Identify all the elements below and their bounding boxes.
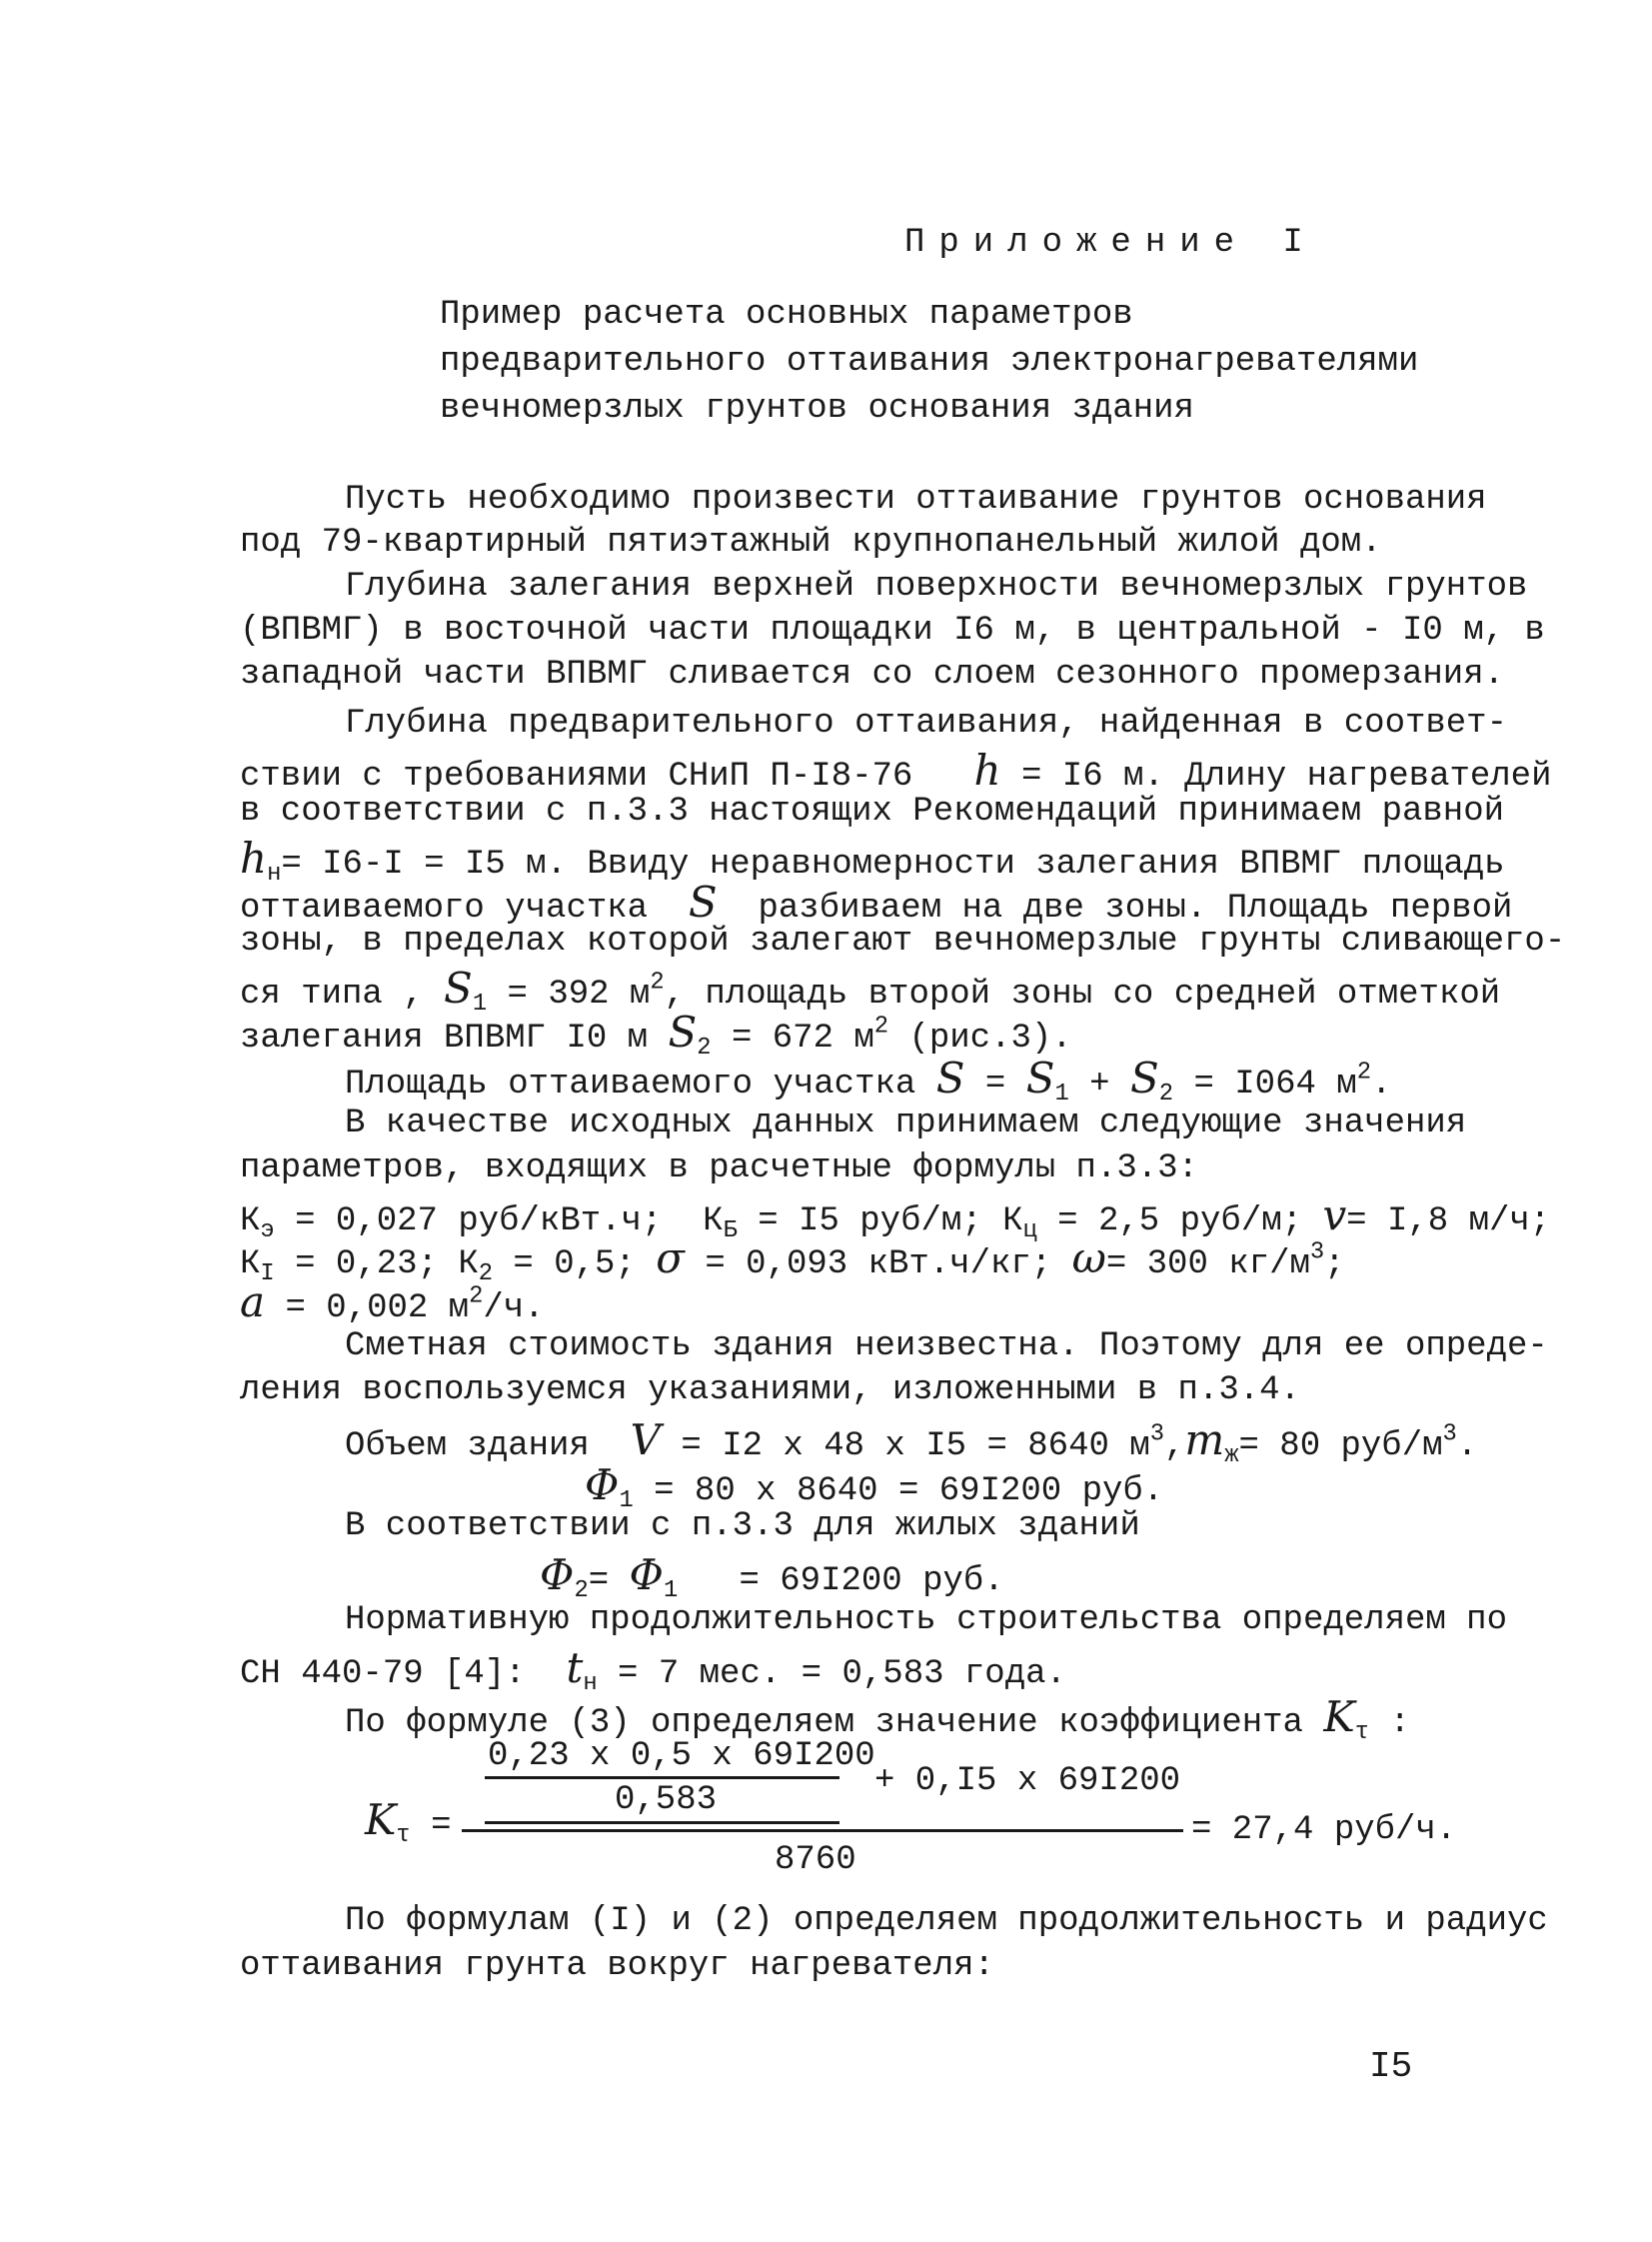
p3-line-1: Глубина предварительного оттаивания, найденная в соответ- (345, 705, 1507, 743)
p3-line-2: ствии с требованиями СНиП П-I8-76 h = I6 м. Длину нагревателей (240, 746, 1552, 796)
formula-result: = 27,4 руб/ч. (1191, 1811, 1457, 1849)
area-line: Площадь оттаиваемого участка $S = S_1 + S_2 = I064$ $м^2$. (345, 1054, 1392, 1109)
p7-line-1: Нормативную продолжительность строительства определяем по (345, 1601, 1507, 1639)
params-line-3: a = 0,002 $м^2/ч$. (240, 1277, 545, 1327)
p3-line-5: оттаиваемого участка S разбиваем на две зоны. Площадь первой (240, 878, 1513, 928)
p9-line-2: оттаивания грунта вокруг нагревателя: (240, 1947, 994, 1985)
p3-line-3: в соответствии с п.3.3 настоящих Рекомендаций принимаем равной (240, 793, 1505, 831)
formula-outer-denominator: 8760 (775, 1841, 856, 1879)
p6-line-1: В соответствии с п.3.3 для жилых зданий (345, 1507, 1140, 1545)
p4-line-2: параметров, входящих в расчетные формулы п.3.3: (240, 1149, 1198, 1187)
formula-inner-fraction-bar (485, 1776, 839, 1779)
p3-line-4: $h_н= I6-I = I5$ м. Ввиду неравномерности залегания ВПВМГ площадь (240, 834, 1505, 889)
p2-line-3: западной части ВПВМГ сливается со слоем сезонного промерзания. (240, 656, 1505, 694)
p1-line-2: под 79-квартирный пятиэтажный крупнопанельный жилой дом. (240, 524, 1382, 562)
formula-plus-term: + 0,I5 x 69I200 (874, 1762, 1181, 1800)
formula-inner-numerator: 0,23 x 0,5 x 69I200 (488, 1737, 875, 1775)
phi2-line: $\Phi_2= \Phi_1 = 69I200$ руб. (540, 1550, 1004, 1605)
p2-line-1: Глубина залегания верхней поверхности вечномерзлых грунтов (345, 568, 1528, 606)
phi1-line: $\Phi_1 = 80$ x 8640 = 69I200 руб. (585, 1460, 1164, 1515)
formula-lhs: $K_\tau$ = (365, 1795, 452, 1850)
p4-line-1: В качестве исходных данных принимаем следующие значения (345, 1105, 1467, 1142)
p3-line-7: ся типа , $S_1 = 392$ $м^2$, площадь второй зоны со средней отметкой (240, 964, 1501, 1019)
params-line-1: $К_э = 0,027$ руб/кВт.ч; $К_Б = I5$ руб/м; $К_ц = 2,5$ руб/м; v= I,8 м/ч; (240, 1190, 1551, 1245)
title-line-3: вечномерзлых грунтов основания здания (440, 390, 1194, 428)
formula-outer-fraction-bar (462, 1829, 1183, 1832)
p5-line-1: Сметная стоимость здания неизвестна. Поэтому для ее опреде- (345, 1327, 1548, 1365)
p7-line-2: СН 440-79 [4]: $t_н = 7$ мес. = 0,583 года. (240, 1643, 1066, 1698)
title-line-1: Пример расчета основных параметров (440, 296, 1133, 334)
formula-inner-denominator-underline (485, 1821, 839, 1824)
p3-line-8: залегания ВПВМГ I0 м $S_2 = 672$ $м^2$ (рис.3). (240, 1008, 1072, 1063)
params-line-2: $К_I = 0,23$; $К_2 = 0,5$; σ = 0,093 кВт.ч/кг; ω= 300 $кг/м^3$; (240, 1233, 1345, 1288)
page-number: I5 (1369, 2046, 1413, 2087)
p5-line-2: ления воспользуемся указаниями, изложенными в п.3.4. (240, 1371, 1300, 1409)
p2-line-2: (ВПВМГ) в восточной части площадки I6 м, в центральной - I0 м, в (240, 612, 1545, 650)
title-line-2: предварительного оттаивания электронагревателями (440, 343, 1419, 381)
p1-line-1: Пусть необходимо произвести оттаивание грунтов основания (345, 481, 1487, 519)
p8-line: По формуле (3) определяем значение коэффициента $K_\tau$ : (345, 1692, 1410, 1747)
formula-inner-denominator: 0,583 (615, 1781, 718, 1819)
p9-line-1: По формулам (I) и (2) определяем продолжительность и радиус (345, 1902, 1548, 1940)
appendix-label: Приложение I (904, 224, 1317, 262)
p3-line-6: зоны, в пределах которой залегают вечномерзлые грунты сливающего- (240, 923, 1566, 961)
volume-line: Объем здания V = I2 x 48 x I5 = 8640 $м^3,m_ж= 80$ руб/$м^3$. (345, 1415, 1478, 1470)
